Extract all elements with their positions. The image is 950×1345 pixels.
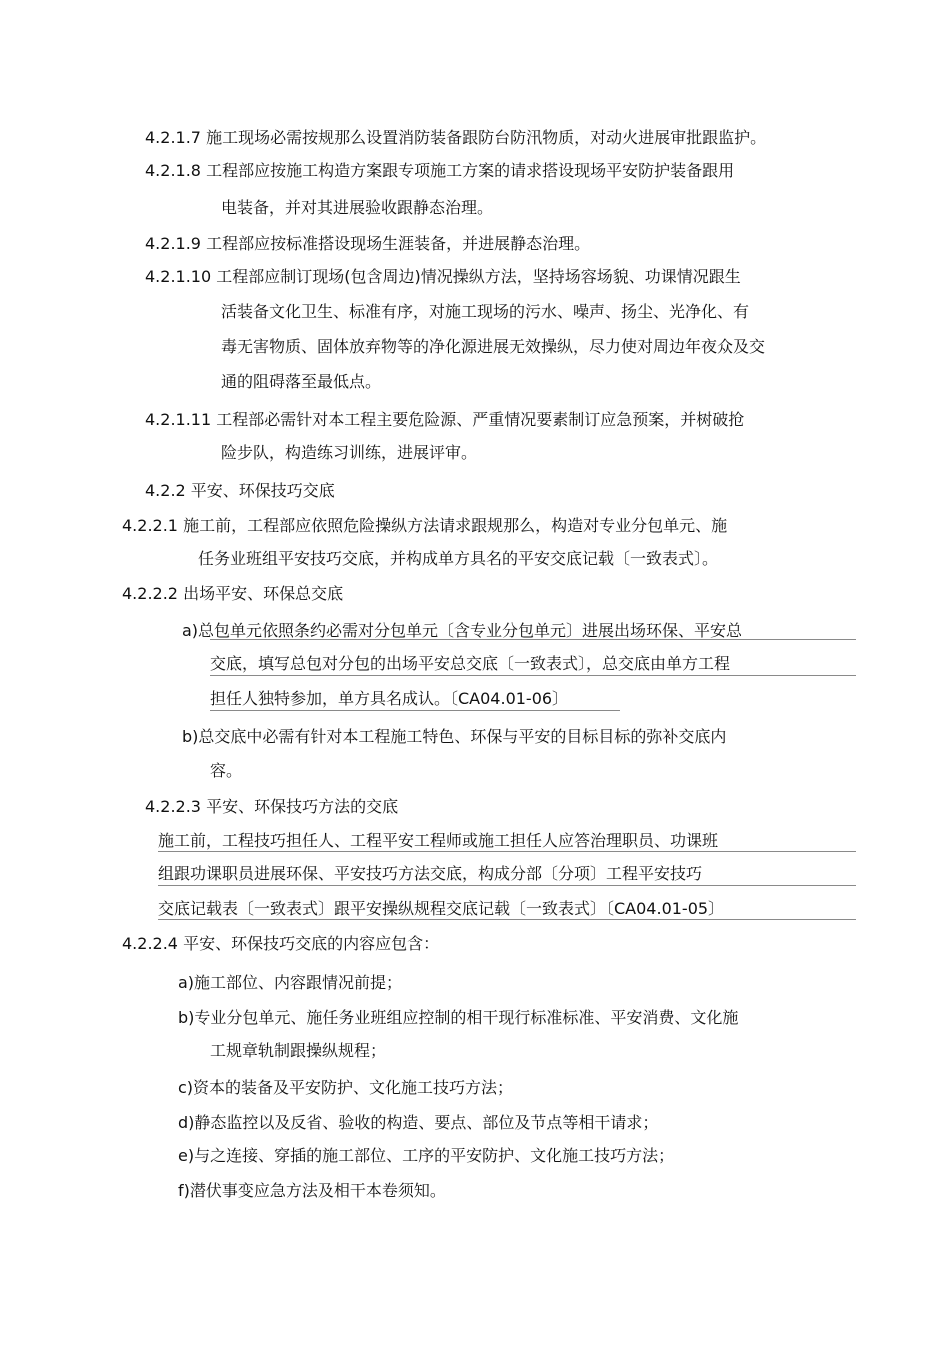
list-item-a: a)施工部位、内容跟情况前提；	[178, 973, 403, 992]
clause-4-2-1-9: 4.2.1.9 工程部应按标准搭设现场生涯装备，并进展静态治理。	[145, 234, 591, 253]
list-item-e: e)与之连接、穿插的施工部位、工序的平安防护、文化施工技巧方法；	[178, 1146, 675, 1165]
list-item-d: d)静态监控以及反省、验收的构造、要点、部位及节点等相干请求；	[178, 1113, 659, 1132]
clause-4-2-1-11-cont: 险步队，构造练习训练，进展评审。	[221, 443, 478, 462]
item-a-cont-1: 交底，填写总包对分包的出场平安总交底〔一致表式〕，总交底由单方工程	[210, 654, 731, 673]
list-item-b-cont: 工规章轨制跟操纵规程；	[210, 1041, 387, 1060]
clause-4-2-1-10-cont-3: 通的阻碍落至最低点。	[221, 372, 382, 391]
underline	[210, 675, 856, 676]
list-item-b: b)专业分包单元、施任务业班组应控制的相干现行标准标准、平安消费、文化施	[178, 1008, 739, 1027]
clause-4-2-2-3-body-3: 交底记载表〔一致表式〕跟平安操纵规程交底记载〔一致表式〕〔CA04.01-05〕	[158, 899, 725, 918]
item-b-cont: 容。	[210, 761, 243, 780]
clause-4-2-1-10-cont-2: 毒无害物质、固体放弃物等的净化源进展无效操纵，尽力使对周边年夜众及交	[221, 337, 766, 356]
item-a-general-briefing: a)总包单元依照条约必需对分包单元〔含专业分包单元〕进展出场环保、平安总	[182, 621, 743, 640]
underline	[158, 919, 856, 920]
item-b-general-briefing: b)总交底中必需有针对本工程施工特色、环保与平安的目标目标的弥补交底内	[182, 727, 727, 746]
underline	[158, 885, 856, 886]
underline	[210, 639, 856, 640]
clause-4-2-2-3: 4.2.2.3 平安、环保技巧方法的交底	[145, 797, 399, 816]
clause-4-2-1-7: 4.2.1.7 施工现场必需按规那么设置消防装备跟防台防汛物质，对动火进展审批跟监护。	[145, 128, 767, 147]
clause-4-2-2-3-body-2: 组跟功课职员进展环保、平安技巧方法交底，构成分部〔分项〕工程平安技巧	[158, 864, 703, 883]
clause-4-2-1-8-cont: 电装备，并对其进展验收跟静态治理。	[221, 198, 494, 217]
clause-4-2-2-1: 4.2.2.1 施工前，工程部应依照危险操纵方法请求跟规那么，构造对专业分包单元、施	[122, 516, 728, 535]
list-item-c: c)资本的装备及平安防护、文化施工技巧方法；	[178, 1078, 514, 1097]
clause-4-2-1-10: 4.2.1.10 工程部应制订现场(包含周边)情况操纵方法，坚持场容场貌、功课情况跟生	[145, 267, 741, 286]
clause-4-2-2-1-cont: 任务业班组平安技巧交底，并构成单方具名的平安交底记载〔一致表式〕。	[198, 549, 719, 568]
item-a-cont-2: 担任人独特参加，单方具名成认。〔CA04.01-06〕	[210, 689, 569, 708]
clause-4-2-2-4: 4.2.2.4 平安、环保技巧交底的内容应包含：	[122, 934, 440, 953]
clause-4-2-1-8: 4.2.1.8 工程部应按施工构造方案跟专项施工方案的请求搭设现场平安防护装备跟用	[145, 161, 735, 180]
clause-4-2-1-10-cont-1: 活装备文化卫生、标准有序，对施工现场的污水、噪声、扬尘、光净化、有	[221, 302, 750, 321]
clause-4-2-2-2: 4.2.2.2 出场平安、环保总交底	[122, 584, 344, 603]
section-4-2-2-heading: 4.2.2 平安、环保技巧交底	[145, 481, 335, 500]
clause-4-2-1-11: 4.2.1.11 工程部必需针对本工程主要危险源、严重情况要素制订应急预案，并树破抢	[145, 410, 745, 429]
underline	[210, 710, 620, 711]
clause-4-2-2-3-body-1: 施工前，工程技巧担任人、工程平安工程师或施工担任人应答治理职员、功课班	[158, 831, 719, 850]
list-item-f: f)潜伏事变应急方法及相干本卷须知。	[178, 1181, 446, 1200]
underline	[158, 851, 856, 852]
